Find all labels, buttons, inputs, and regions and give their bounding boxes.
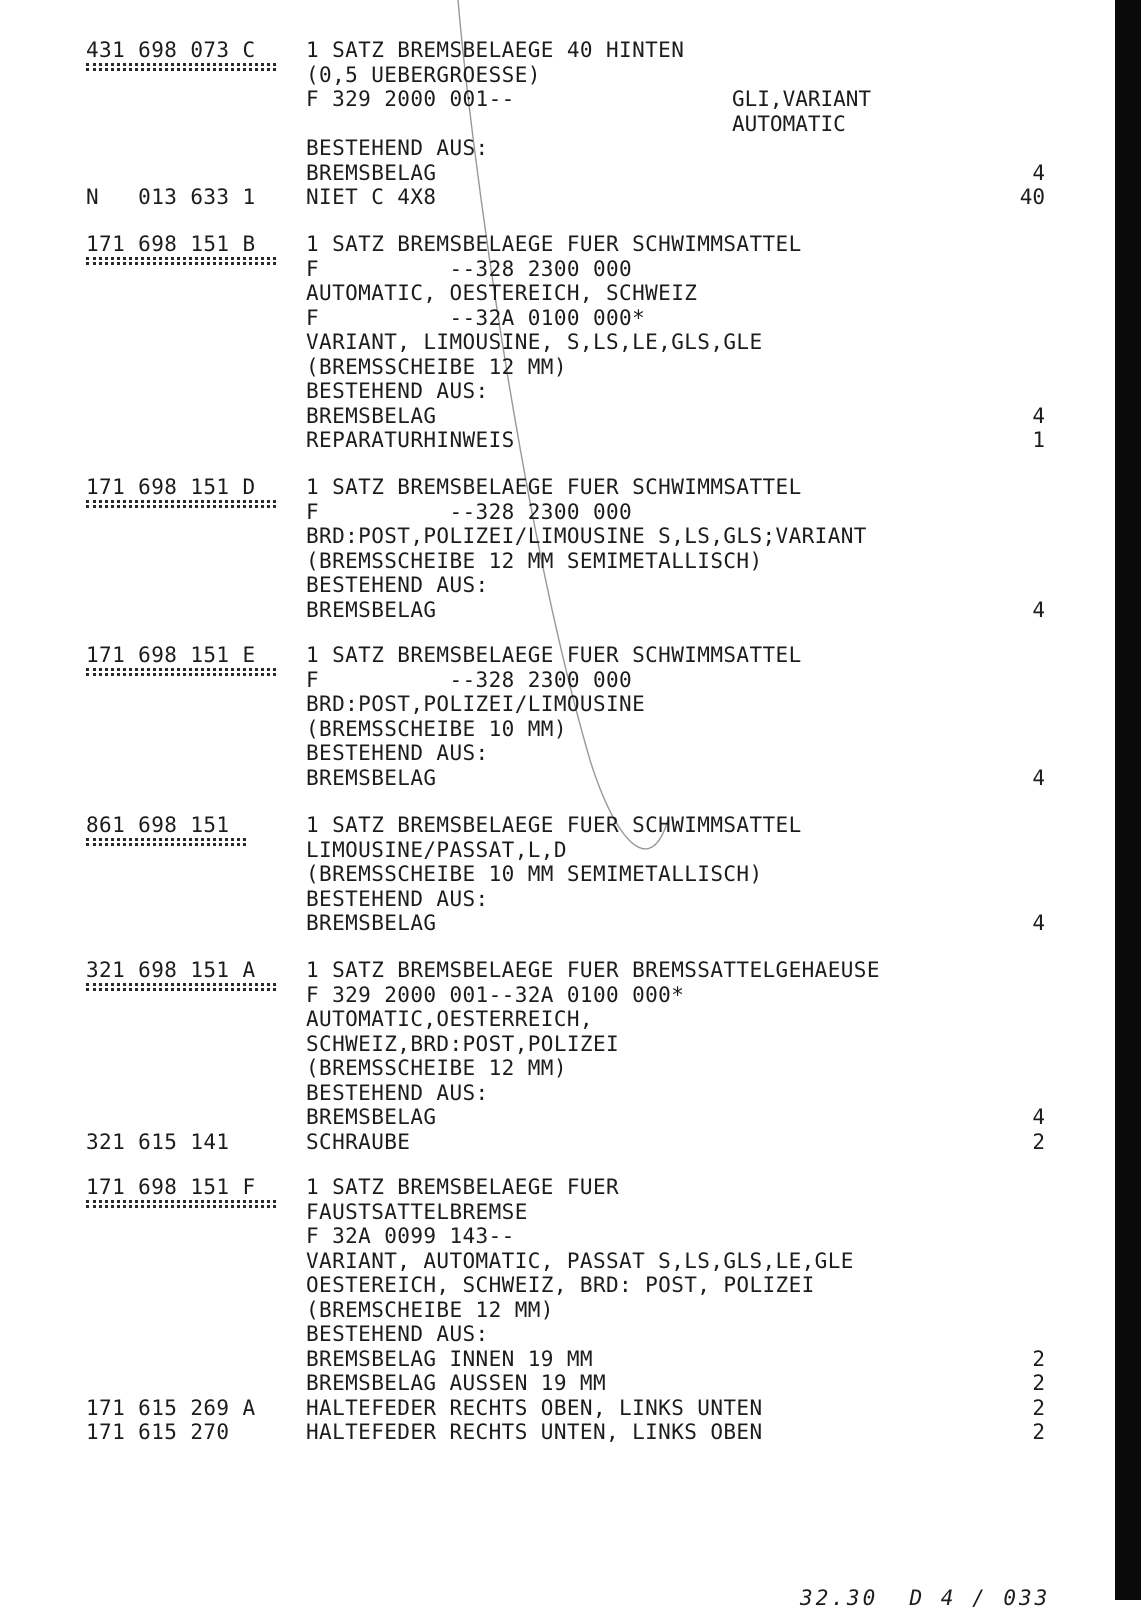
quantity: 2 [1032, 1371, 1045, 1395]
part-number: 171 698 151 E [86, 643, 256, 667]
description-line: 1 SATZ BREMSBELAEGE FUER SCHWIMMSATTEL [306, 232, 802, 256]
component-part-number: 171 615 269 A [86, 1395, 256, 1420]
description-line: OESTEREICH, SCHWEIZ, BRD: POST, POLIZEI [306, 1273, 815, 1297]
part-number-underline [86, 257, 276, 260]
description-line: BREMSBELAG [306, 597, 437, 622]
description-line: BESTEHEND AUS: [306, 741, 489, 765]
description-line: BREMSBELAG [306, 765, 437, 790]
part-number-underline [86, 668, 276, 671]
description-line: 1 SATZ BREMSBELAEGE FUER [306, 1175, 620, 1199]
component-part-number: 171 615 270 [86, 1420, 230, 1444]
description-line: HALTEFEDER RECHTS OBEN, LINKS UNTEN [306, 1395, 763, 1420]
quantity: 4 [1032, 403, 1045, 428]
quantity: 4 [1032, 1105, 1045, 1129]
part-number-underline [86, 63, 276, 66]
quantity: 1 [1032, 428, 1045, 452]
part-number: 321 698 151 A [86, 958, 256, 982]
model-note [732, 87, 932, 136]
description-line: BESTEHEND AUS: [306, 573, 489, 597]
description-line: 1 SATZ BREMSBELAEGE FUER BREMSSATTELGEHAEUSE [306, 958, 880, 982]
quantity: 4 [1032, 597, 1045, 622]
description-line: 1 SATZ BREMSBELAEGE FUER SCHWIMMSATTEL [306, 475, 802, 499]
part-number: 171 698 151 F [86, 1175, 256, 1199]
description-line: HALTEFEDER RECHTS UNTEN, LINKS OBEN [306, 1420, 763, 1444]
part-number: 171 698 151 D [86, 475, 256, 499]
description-line: BREMSBELAG [306, 403, 437, 428]
description-line: BESTEHEND AUS: [306, 136, 489, 160]
description-line: F --328 2300 000 [306, 667, 633, 692]
description-line: BESTEHEND AUS: [306, 886, 489, 911]
description-line: AUTOMATIC,OESTERREICH, [306, 1007, 593, 1031]
part-number: 171 698 151 B [86, 232, 256, 256]
description-line: (0,5 UEBERGROESSE) [306, 62, 541, 87]
entry-description [306, 643, 1006, 790]
quantity: 4 [1032, 160, 1045, 185]
quantity: 4 [1032, 765, 1045, 790]
quantity: 2 [1032, 1395, 1045, 1420]
part-number-underline [86, 983, 276, 986]
description-line: 1 SATZ BREMSBELAEGE 40 HINTEN [306, 38, 685, 62]
entry-description [306, 958, 1006, 1154]
description-line: F --328 2300 000 [306, 256, 633, 281]
description-line: BESTEHEND AUS: [306, 379, 489, 403]
description-line: (BREMSSCHEIBE 10 MM SEMIMETALLISCH) [306, 862, 763, 886]
page-reference: 32.30 D 4 / 033 [800, 1586, 1051, 1610]
component-part-number: 321 615 141 [86, 1129, 230, 1154]
description-line: BREMSBELAG INNEN 19 MM [306, 1346, 593, 1371]
description-line: (BREMSSCHEIBE 10 MM) [306, 716, 567, 741]
entry-description [306, 475, 1006, 622]
description-line: VARIANT, AUTOMATIC, PASSAT S,LS,GLS,LE,GLE [306, 1248, 854, 1273]
description-line: F 32A 0099 143-- [306, 1224, 515, 1248]
description-line: LIMOUSINE/PASSAT,L,D [306, 837, 567, 862]
quantity: 40 [1019, 185, 1045, 209]
description-line: BRD:POST,POLIZEI/LIMOUSINE [306, 692, 646, 716]
description-line: BREMSBELAG [306, 911, 437, 935]
quantity: 2 [1032, 1129, 1045, 1154]
description-line: (BREMSSCHEIBE 12 MM) [306, 354, 567, 379]
description-line: SCHWEIZ,BRD:POST,POLIZEI [306, 1031, 620, 1056]
entry-description [306, 813, 1006, 936]
description-line: (BREMSSCHEIBE 12 MM SEMIMETALLISCH) [306, 548, 763, 573]
part-number-underline [86, 838, 246, 841]
scan-edge-shadow [1115, 0, 1141, 1600]
description-line: BREMSBELAG AUSSEN 19 MM [306, 1371, 606, 1395]
quantity: 2 [1032, 1420, 1045, 1444]
entry-description [306, 1175, 1006, 1445]
description-line: F --32A 0100 000* [306, 305, 646, 330]
description-line: BREMSBELAG [306, 1105, 437, 1129]
description-line: F --328 2300 000 [306, 499, 633, 524]
description-line: BESTEHEND AUS: [306, 1322, 489, 1346]
model-note-line: AUTOMATIC [732, 111, 846, 136]
description-line: F 329 2000 001--32A 0100 000* [306, 982, 685, 1007]
part-number-underline [86, 500, 276, 503]
quantity: 2 [1032, 1346, 1045, 1371]
description-line: FAUSTSATTELBREMSE [306, 1199, 528, 1224]
part-number: 431 698 073 C [86, 38, 256, 62]
description-line: F 329 2000 001-- [306, 87, 515, 111]
description-line: SCHRAUBE [306, 1129, 411, 1154]
model-note-line: GLI,VARIANT [732, 87, 872, 111]
description-line: BREMSBELAG [306, 160, 437, 185]
description-line: (BREMSSCHEIBE 12 MM) [306, 1056, 567, 1080]
description-line: (BREMSCHEIBE 12 MM) [306, 1297, 554, 1322]
description-line: REPARATURHINWEIS [306, 428, 515, 452]
component-part-number: N 013 633 1 [86, 185, 256, 209]
description-line: AUTOMATIC, OESTEREICH, SCHWEIZ [306, 281, 698, 305]
part-number-underline [86, 1200, 276, 1203]
description-line: 1 SATZ BREMSBELAEGE FUER SCHWIMMSATTEL [306, 813, 802, 837]
description-line: VARIANT, LIMOUSINE, S,LS,LE,GLS,GLE [306, 330, 763, 354]
description-line: NIET C 4X8 [306, 185, 437, 209]
description-line: BESTEHEND AUS: [306, 1080, 489, 1105]
entry-description [306, 232, 1006, 453]
part-number: 861 698 151 [86, 813, 230, 837]
description-line: 1 SATZ BREMSBELAEGE FUER SCHWIMMSATTEL [306, 643, 802, 667]
description-line: BRD:POST,POLIZEI/LIMOUSINE S,LS,GLS;VARIANT [306, 524, 867, 548]
quantity: 4 [1032, 911, 1045, 935]
